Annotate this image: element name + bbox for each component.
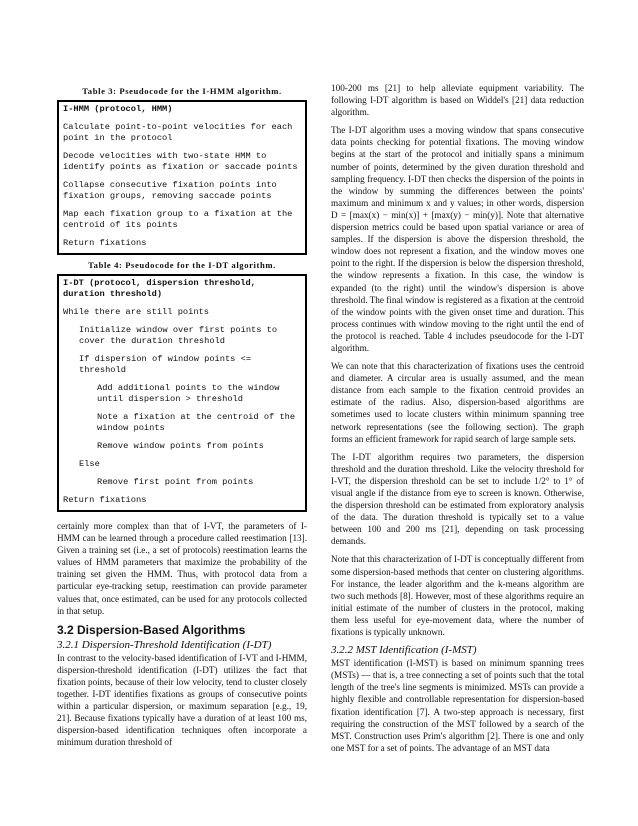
right-paragraph-4: The I-DT algorithm requires two parameters, the dispersion threshold and the duration threshold. Like the velocity threshold for I-VT, the dispersion threshold can be set to include 1/2° to 1° of visual angle if the distance from eye to screen is known. Otherwise, the dispersion threshold can be estimated from exploratory analysis of the data. The duration threshold is typically set to a value between 100 and 200 ms [21], depending on task processing demands.	[331, 451, 584, 547]
right-paragraph-6: MST identification (I-MST) is based on minimum spanning trees (MSTs) — that is, a tree connecting a set of points such that the total length of the tree's line segments is minimized. MSTs can provide a highly flexible and controllable representation for dispersion-based fixation identification [7]. A two-step approach is necessary, first requiring the construction of the MST followed by a search of the MST. Construction uses Prim's algorithm [2]. There is one and only one MST for a set of points. The advantage of an MST data	[331, 658, 584, 753]
table3-caption: Table 3: Pseudocode for the I-HMM algorithm.	[82, 86, 282, 96]
subsection-heading-imst: 3.2.2 MST Identification (I-MST)	[331, 644, 477, 657]
right-paragraph-5: Note that this characterization of I-DT is conceptually different from some dispersion-based methods that center on clustering algorithms. For instance, the leader algorithm and the k-means algorithm are two such methods [8]. However, most of these algorithms require an initial estimate of the number of clusters in the protocol, making them less useful for eye-movement data, where the number of fixations is typically unknown.	[331, 554, 584, 638]
table3-line: Collapse consecutive fixation points into fixation groups, removing saccade points	[63, 180, 277, 201]
table4-header: I-DT (protocol, dispersion threshold, duration threshold)	[63, 278, 256, 299]
table4-line-add: Add additional points to the window until dispersion > threshold	[97, 383, 280, 404]
table4-line-while: While there are still points	[63, 307, 209, 317]
table4-line-init: Initialize window over first points to cover the duration threshold	[79, 325, 278, 346]
section-heading: 3.2 Dispersion-Based Algorithms	[57, 622, 246, 637]
subsection-heading-idt: 3.2.1 Dispersion-Threshold Identification (I-DT)	[57, 638, 272, 651]
table4-line-return: Return fixations	[63, 495, 147, 505]
table3-line: Calculate point-to-point velocities for each point in the protocol	[63, 122, 293, 143]
right-column	[331, 82, 584, 760]
right-paragraph-2: The I-DT algorithm uses a moving window that spans consecutive data points checking for potential fixations. The moving window begins at the start of the protocol and initially spans a minimum number of points, determined by the given duration threshold and sampling frequency. I-DT then checks the dispersion of the points in the window by summing the differences between the points' maximum and minimum x and y values; in other words, dispersion D = [max(x) − min(x)] + [max(y) − min(y)]. Note that alternative dispersion metrics could be based upon spatial variance or area of samples. If the dispersion is above the dispersion threshold, the window does not represent a fixation, and the window moves one point to the right. If the dispersion is below the dispersion threshold, the window represents a fixation. In this case, the window is expanded (to the right) until the window's dispersion is above threshold. The final window is registered as a fixation at the centroid of the window points with the given onset time and duration. This process continues with window moving to the right until the end of the protocol is reached. Table 4 includes pseudocode for the I-DT algorithm.	[331, 125, 584, 353]
table4-line-if: If dispersion of window points <= threshold	[79, 354, 252, 375]
table4-pseudocode-box	[57, 274, 307, 512]
right-paragraph-1: 100-200 ms [21] to help alleviate equipment variability. The following I-DT algorithm is based on Widdel's [21] data reduction algorithm.	[331, 83, 584, 118]
table4-line-else: Else	[79, 459, 100, 469]
table3-line: Map each fixation group to a fixation at the centroid of its points	[63, 209, 293, 230]
right-paragraph-3: We can note that this characterization of fixations uses the centroid and diameter. A circular area is usually assumed, and the mean distance from each sample to the fixation centroid provides an estimate of the radius. Also, dispersion-based algorithms are sometimes used to locate clusters within minimum spanning tree network representations (see the following section). The graph forms an efficient framework for rapid search of large sample sets.	[331, 361, 584, 444]
left-continuation-paragraph: certainly more complex than that of I-VT, the parameters of I-HMM can be learned through a procedure called reestimation [13]. Given a training set (i.e., a set of protocols) reestimation learns the values of HMM parameters that maximize the probability of the training set given the HMM. Thus, with protocol data from a particular eye-tracking setup, reestimation can provide parameter values that, once estimated, can be used for any protocols collected in that setup.	[57, 521, 307, 616]
table3-header: I-HMM (protocol, HMM)	[63, 104, 173, 114]
table4-line-note: Note a fixation at the centroid of the window points	[97, 412, 296, 433]
table3-line: Decode velocities with two-state HMM to identify points as fixation or saccade points	[63, 151, 298, 172]
table4-line-remove: Remove window points from points	[97, 441, 264, 451]
table4-line-remove-first: Remove first point from points	[97, 477, 254, 487]
left-column	[57, 86, 307, 755]
idt-intro-paragraph: In contrast to the velocity-based identification of I-VT and I-HMM, dispersion-threshold identification (I-DT) utilizes the fact that fixation points, because of their low velocity, tend to cluster closely together. I-DT identifies fixations as groups of consecutive points within a particular dispersion, or maximum separation [e.g., 19, 21]. Because fixations typically have a duration of at least 100 ms, dispersion-based identification techniques often incorporate a minimum duration threshold of	[57, 652, 307, 748]
table3-pseudocode-box	[57, 100, 307, 255]
table4-caption: Table 4: Pseudocode for the I-DT algorithm.	[88, 260, 276, 270]
table3-line: Return fixations	[63, 238, 147, 248]
